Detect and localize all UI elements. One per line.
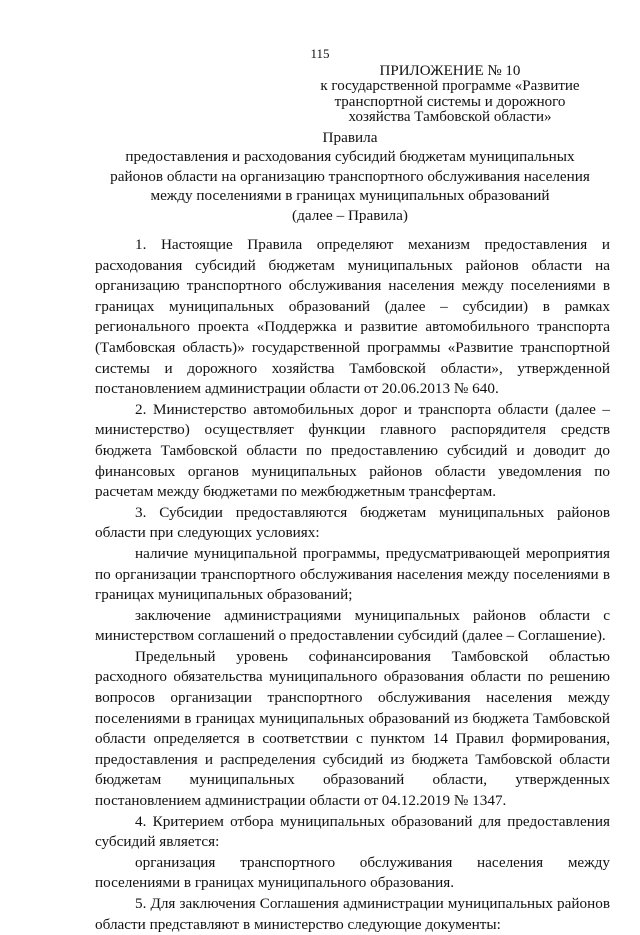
cofinancing-paragraph: Предельный уровень софинансирования Тамбовской областью расходного обязательства муниципального образования области по решению вопросов организации транспортного обслуживания населения между поселениями в границах муниципальных образований из бюджета Тамбовской области определяется в соответствии с пунктом 14 Правил формирования, предоставления и распределения субсидий из бюджета Тамбовской области бюджетам муниципальных образований области, утвержденных постановлением администрации области от 04.12.2019 № 1347. [95,647,610,810]
title-line: районов области на организацию транспортного обслуживания населения [110,167,590,185]
title-line: между поселениями в границах муниципальных образований [150,187,550,205]
paragraph-1: 1. Настоящие Правила определяют механизм предоставления и расходования субсидий бюджетам муниципальных районов области на организацию транспортного обслуживания населения между поселениями в границах муниципальных образований (далее – субсидии) в рамках регионального проекта «Поддержка и развитие автомобильного транспорта (Тамбовская область)» государственной программы «Развитие транспортной системы и дорожного хозяйства Тамбовской области», утвержденной постановлением администрации области от 20.06.2013 № 640. [95,236,610,398]
selection-criterion: организация транспортного обслуживания населения между поселениями в границах муниципального образования. [95,853,610,892]
appendix-header [300,64,600,126]
title-line: предоставления и расходования субсидий бюджетам муниципальных [125,148,575,166]
condition-program: наличие муниципальной программы, предусматривающей мероприятия по организации транспортного обслуживания населения между поселениями в границах муниципальных образований; [95,544,610,604]
appendix-line: хозяйства Тамбовской области» [348,109,552,126]
appendix-line: транспортной системы и дорожного [334,93,566,110]
paragraph-2: 2. Министерство автомобильных дорог и транспорта области (далее – министерство) осуществляет функции главного распорядителя средств бюджета Тамбовской области по предоставлению субсидий и доводит до финансовых органов муниципальных районов области уведомления по расчетам между бюджетами по межбюджетным трансфертам. [95,400,610,501]
appendix-line: к государственной программе «Развитие [320,78,580,95]
title-line: Правила [322,129,378,146]
paragraph-5: 5. Для заключения Соглашения администрации муниципальных районов области представляют в министерство следующие документы: [95,895,610,933]
paragraph-4: 4. Критерием отбора муниципальных образований для предоставления субсидий является: [95,812,610,851]
paragraph-3: 3. Субсидии предоставляются бюджетам муниципальных районов области при следующих условиях: [95,503,610,542]
condition-agreement: заключение администрациями муниципальных районов области с министерством соглашений о предоставлении субсидий (далее – Соглашение). [95,606,610,645]
document-body [95,235,610,935]
page-number: 115 [310,46,330,61]
appendix-heading: ПРИЛОЖЕНИЕ № 10 [379,63,521,79]
title-line: (далее – Правила) [292,206,408,224]
document-title [88,128,612,225]
